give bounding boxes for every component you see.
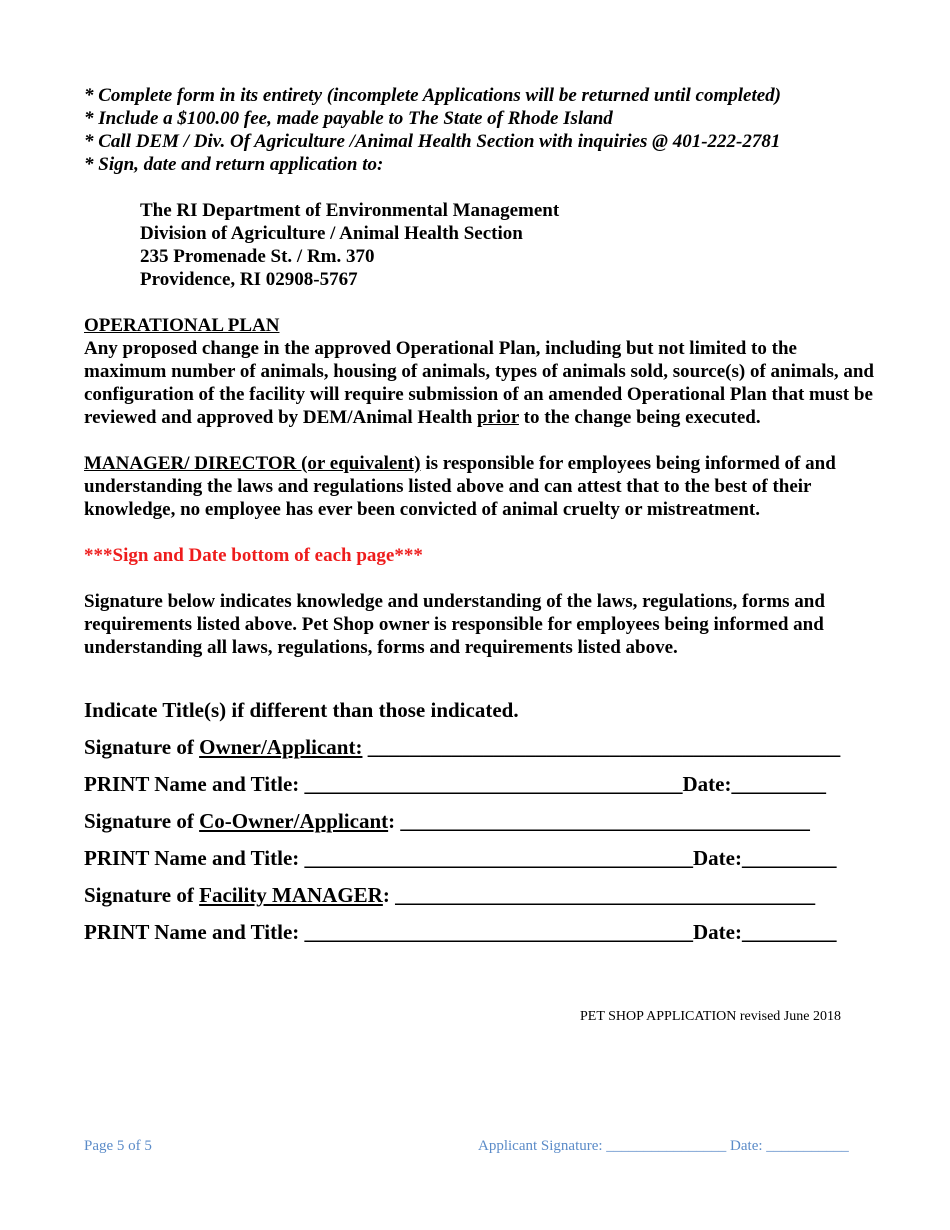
address-line-2: Division of Agriculture / Animal Health Section <box>140 223 523 244</box>
operational-plan-text-end: to the change being executed. <box>518 407 761 428</box>
manager-section <box>84 452 874 521</box>
operational-plan-text: Any proposed change in the approved Operational Plan, including but not limited to the maximum number of animals, housing of animals, types of animals sold, source(s) of animals, and configuration of the facility will require submission of an amended Operational Plan that must be reviewed and approved by DEM/Animal Health <box>84 338 875 428</box>
address-line-4: Providence, RI 02908-5767 <box>140 269 358 290</box>
instructions-list <box>84 84 874 176</box>
document-page <box>84 84 874 945</box>
instruction-return: * Sign, date and return application to: <box>84 154 384 175</box>
operational-plan-prior: prior <box>477 407 519 428</box>
footer-applicant-signature[interactable]: Applicant Signature: ________________ Date: ___________ <box>478 1138 849 1154</box>
operational-plan-heading: OPERATIONAL PLAN <box>84 315 280 336</box>
revision-note: PET SHOP APPLICATION revised June 2018 <box>580 1009 841 1024</box>
operational-plan-section <box>84 314 874 429</box>
manager-print-name-line[interactable]: PRINT Name and Title: _____________________________________Date:_________ <box>84 920 837 944</box>
manager-signature-line[interactable] <box>84 882 874 908</box>
coowner-signature-blank: : _______________________________________ <box>388 809 810 833</box>
manager-role: Facility MANAGER <box>199 883 383 907</box>
coowner-signature-prefix: Signature of <box>84 809 200 833</box>
manager-heading: MANAGER/ DIRECTOR (or equivalent) <box>84 453 421 474</box>
signature-block <box>84 734 874 945</box>
manager-body: is responsible for employees being informed of and understanding the laws and regulations listed above and can attest that to the best of their knowledge, no employee has ever been convicted of animal cruelty or mistreatment. <box>84 453 836 520</box>
instruction-call-dem: * Call DEM / Div. Of Agriculture /Animal Health Section with inquiries @ 401-222-2781 <box>84 131 781 152</box>
instruction-complete-form: * Complete form in its entirety (incomplete Applications will be returned until completed) <box>84 85 781 106</box>
coowner-print-name-line[interactable]: PRINT Name and Title: _____________________________________Date:_________ <box>84 846 837 870</box>
owner-signature-prefix: Signature of <box>84 735 200 759</box>
coowner-signature-line[interactable] <box>84 808 874 834</box>
manager-signature-prefix: Signature of <box>84 883 200 907</box>
operational-plan-body <box>84 337 874 429</box>
owner-signature-blank: _____________________________________________ <box>362 735 841 759</box>
manager-signature-blank: : ________________________________________ <box>382 883 816 907</box>
page-number: Page 5 of 5 <box>84 1138 152 1154</box>
owner-role: Owner/Applicant: <box>199 735 363 759</box>
coowner-role: Co-Owner/Applicant <box>199 809 389 833</box>
instruction-fee: * Include a $100.00 fee, made payable to The State of Rhode Island <box>84 108 613 129</box>
owner-print-name-line[interactable]: PRINT Name and Title: ____________________________________Date:_________ <box>84 772 826 796</box>
indicate-titles: Indicate Title(s) if different than those indicated. <box>84 698 519 722</box>
owner-signature-line[interactable] <box>84 734 874 760</box>
acknowledgement-text: Signature below indicates knowledge and understanding of the laws, regulations, forms and requirements listed above. Pet Shop owner is responsible for employees being informed and understanding all laws, regulations, forms and requirements listed above. <box>84 591 825 658</box>
sign-notice: ***Sign and Date bottom of each page*** <box>84 545 423 566</box>
address-line-3: 235 Promenade St. / Rm. 370 <box>140 246 375 267</box>
mailing-address <box>140 199 874 291</box>
address-line-1: The RI Department of Environmental Management <box>140 200 560 221</box>
